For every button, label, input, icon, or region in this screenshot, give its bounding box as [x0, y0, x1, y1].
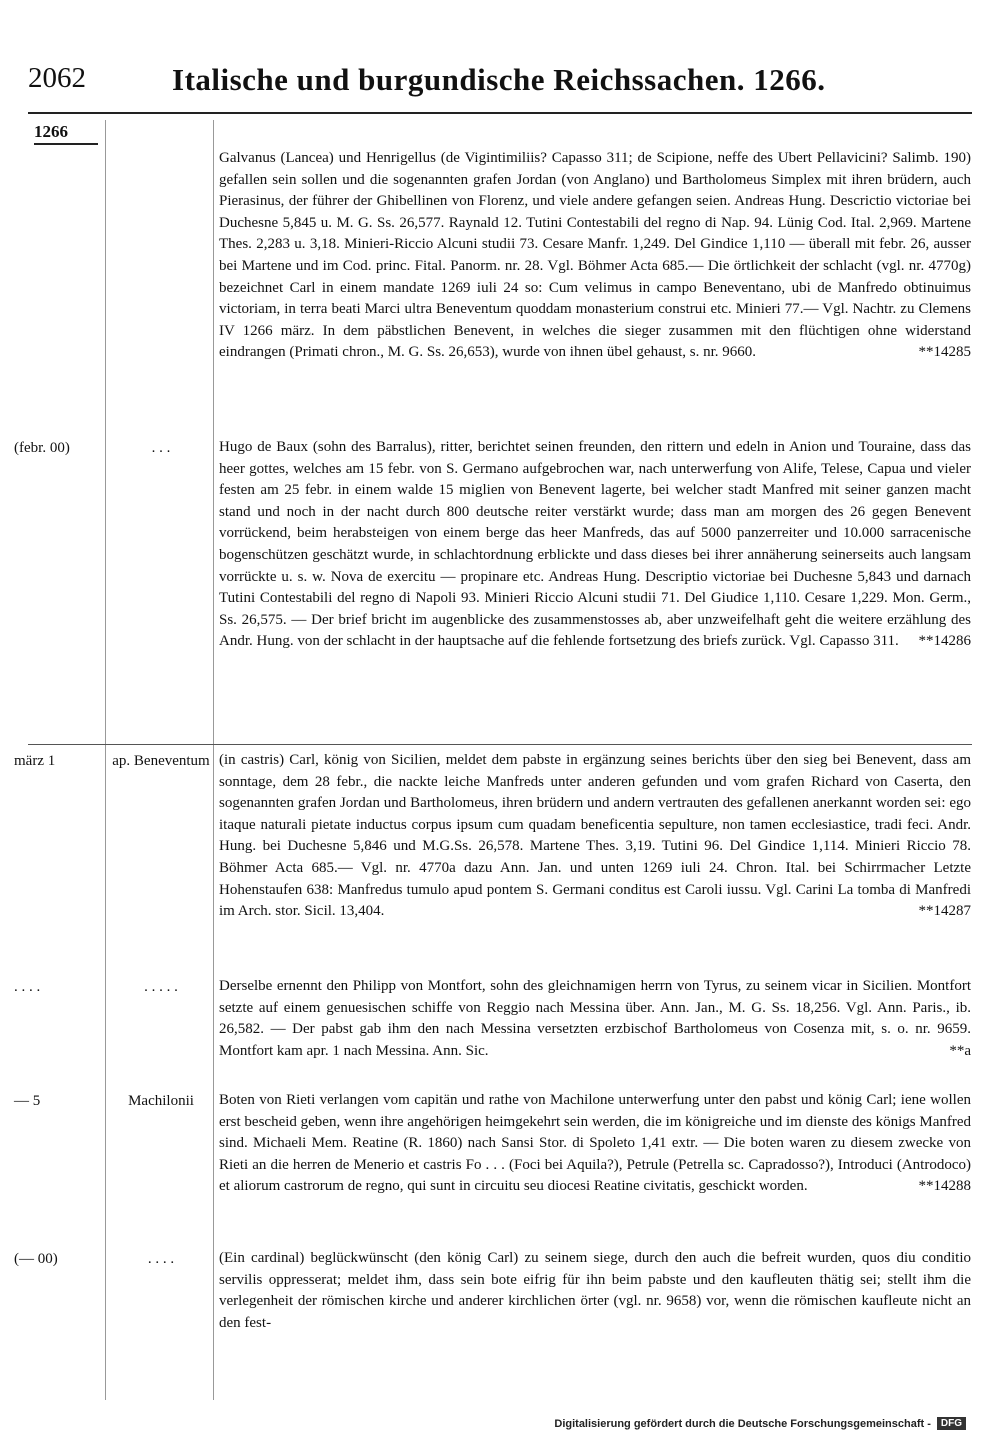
regest-number: **14288 — [918, 1178, 971, 1195]
column-divider-right — [213, 120, 214, 1400]
entry-place: . . . — [151, 440, 171, 456]
entry-text: Derselbe ernennt den Philipp von Montfort, sohn des gleichnamigen herrn von Tyrus, zu seinem vicar in Sicilien. Montfort setzte auf einem genuesischen schiffe von Reggio nach Messina über. Ann. Jan., M. G. Ss. 18,256. Vgl. Ann. Paris., ib. 26,582. — Der pabst gab ihm den nach Messina versetzten erzbischof Bartholomeus von Cosenza mit, s. o. nr. 9659. Montfort kam apr. 1 nach Messina. Ann. Sic. — [219, 978, 971, 1059]
entry-rule — [28, 744, 972, 745]
entry-text-block — [219, 1248, 971, 1334]
entry-text: Hugo de Baux (sohn des Barralus), ritter, berichtet seinen freunden, den rittern und edeln in Anion und Touraine, dass das heer gottes, welches am 15 febr. von S. Germano aufgebrochen war, nach unterwerfung von Alife, Telese, Capua und vieler festen am 25 febr. in einem walde 15 miglien von Benevent lagerte, bei welcher stadt Manfred mit seiner ganzen macht stand und noch in der nacht durch 800 deutsche reiter verstärkt wurde; dass man am morgen des 26 gegen Benevent vorrückend, beim herabsteigen von einem berge das heer Manfreds, das auf 5000 panzerreiter und 10.000 sarracenische bogenschützen geschätzt wurde, in schlachtordnung erblickte und dass dieses bei ihrer annäherung seinerseits auch langsam vorrückte u. s. w. Nova de exercitu — propinare etc. Andreas Hung. Descriptio victoriae bei Duchesne 5,843 und darnach Tutini Contestabili del regno di Napoli 93. Minieri Riccio Alcuni studii 71. Del Giudice 1,110. Cesare 1,229. Mon. Germ., Ss. 26,575. — Der brief bricht im augenblicke des zusammenstosses ab, aber unzweifelhaft geht die weitere erzählung des Andr. Hung. von der schlacht in der hauptsache auf die fehlende fortsetzung des briefs zurück. Vgl. Capasso 311. — [219, 439, 971, 650]
entry-place: . . . . . — [144, 979, 178, 995]
entry-place: Machilonii — [128, 1093, 194, 1109]
entry-date: (febr. 00) — [14, 440, 70, 456]
regest-number: **14286 — [918, 633, 971, 650]
entry-text: (Ein cardinal) beglückwünscht (den könig Carl) zu seinem siege, durch den auch die befreit wurden, quos diu conditio servilis oppresserat; meldet ihm, dass sein bote eifrig für ihn beim pabste und den kaufleuten thätig sei; stellt ihm die verlegenheit der römischen kirche und anderer kirchlichen örter (vgl. nr. 9658) vor, wenn die römischen kaufleute nicht an den fest- — [219, 1250, 971, 1331]
footer-credit — [554, 1417, 966, 1430]
entry-date: . . . . — [14, 979, 41, 995]
entry-text: Galvanus (Lancea) und Henrigellus (de Vigintimiliis? Capasso 311; de Scipione, neffe des Ubert Pellavicini? Salimb. 190) gefallen sein sollen und die sogenannten grafen Jordan (von Anglano) und Bartholomeus Simplex mit ihren brüdern, auch Pierasinus, der führer der Ghibellinen von Florenz, und viele andere gefangen seien. Andreas Hung. Descrictio victoriae bei Duchesne 5,845 u. M. G. Ss. 26,577. Raynald 12. Tutini Contestabili del regno di Nap. 94. Lünig Cod. Ital. 2,969. Martene Thes. 2,283 u. 3,18. Minieri-Riccio Alcuni studii 73. Cesare Manfr. 1,249. Del Gindice 1,110 — überall mit febr. 26, ausser bei Martene und im Cod. princ. Fital. Panorm. nr. 28. Vgl. Böhmer Acta 685.— Die örtlichkeit der schlacht (vgl. nr. 4770g) bezeichnet Carl in einem mandate 1269 iuli 24 so: Cum velimus in campo Beneventano, ubi de Manfredo obtinuimus victoriam, in terra beati Marci ultra Beneventum quoddam monasterium construi etc. Minieri 77.— Vgl. Nachtr. zu Clemens IV 1266 märz. In dem päbstlichen Benevent, in welches die sieger zusammen mit den flüchtigen ohne widerstand eindrangen (Primati chron., M. G. Ss. 26,653), wurde von ihnen übel gehaust, s. nr. 9660. — [219, 150, 971, 361]
entry-text: Boten von Rieti verlangen vom capitän und rathe von Machilone unterwerfung unter den pabst und könig Carl; iene wollen erst bescheid geben, wenn ihre angehörigen heimgekehrt sein werden, die im königreiche und im dienste des königs Manfred sind. Michaeli Mem. Reatine (R. 1860) nach Sansi Stor. di Spoleto 1,41 extr. — Die boten waren zu diesem zwecke von Rieti an die herren de Menerio et castris Fo . . . (Foci bei Aquila?), Petrule (Petrella sc. Capradosso?), Introduci (Antrodoco) et aliorum castrorum de regno, qui sunt in circuitu seu diocesi Reatine civitatis, geschickt worden. — [219, 1092, 971, 1195]
year-rule — [34, 143, 98, 145]
entry-date: märz 1 — [14, 753, 56, 769]
entry-date: — 5 — [14, 1093, 41, 1109]
entry-text-block — [219, 976, 971, 1062]
page-title: Italische und burgundische Reichssachen. 1266. — [172, 62, 826, 97]
entry-place: ap. Beneventum — [112, 753, 210, 769]
entry-place: . . . . — [147, 1251, 175, 1267]
header-rule — [28, 112, 972, 114]
entry-text-block — [219, 750, 971, 923]
dfg-logo-icon: DFG — [937, 1417, 966, 1430]
page-number: 2062 — [28, 62, 86, 94]
entry-text-block — [219, 1090, 971, 1198]
entry-text: (in castris) Carl, könig von Sicilien, meldet dem pabste in ergänzung seines berichts über den sieg bei Benevent, dass am sonntage, dem 28 febr., die nackte leiche Manfreds unter anderen gefunden und vom grafen Richard von Caserta, den sogenannten grafen Jordan und Bartholomeus, ihren brüdern und andern vertrauten des gefallenen anerkannt worden sei: ego itaque naturali pietate inductus corpus ipsum cum quadam beneficentia sepulture, non tamen ecclesiastice, tradi feci. Andr. Hung. bei Duchesne 5,846 und M.G.Ss. 26,578. Martene Thes. 3,19. Tutini 96. Del Gindice 1,114. Minieri Riccio 78. Böhmer Acta 685.— Vgl. nr. 4770a dazu Ann. Jan. und unten 1269 iuli 24. Chron. Ital. bei Schirrmacher Letzte Hohenstaufen 638: Manfredus tumulo apud pontem S. Germani conditus est Caroli iussu. Vgl. Carini La tomba di Manfredi im Arch. stor. Sicil. 13,404. — [219, 752, 971, 920]
regest-number: **14287 — [918, 903, 971, 920]
footer-credit-text: Digitalisierung gefördert durch die Deutsche Forschungsgemeinschaft - — [554, 1417, 931, 1430]
regest-number: **14285 — [918, 344, 971, 361]
regest-number: **a — [949, 1042, 971, 1059]
entry-text-block — [219, 148, 971, 364]
entry-date: (— 00) — [14, 1251, 58, 1267]
entry-text-block — [219, 437, 971, 653]
column-divider-left — [105, 120, 106, 1400]
year-label: 1266 — [34, 122, 68, 141]
